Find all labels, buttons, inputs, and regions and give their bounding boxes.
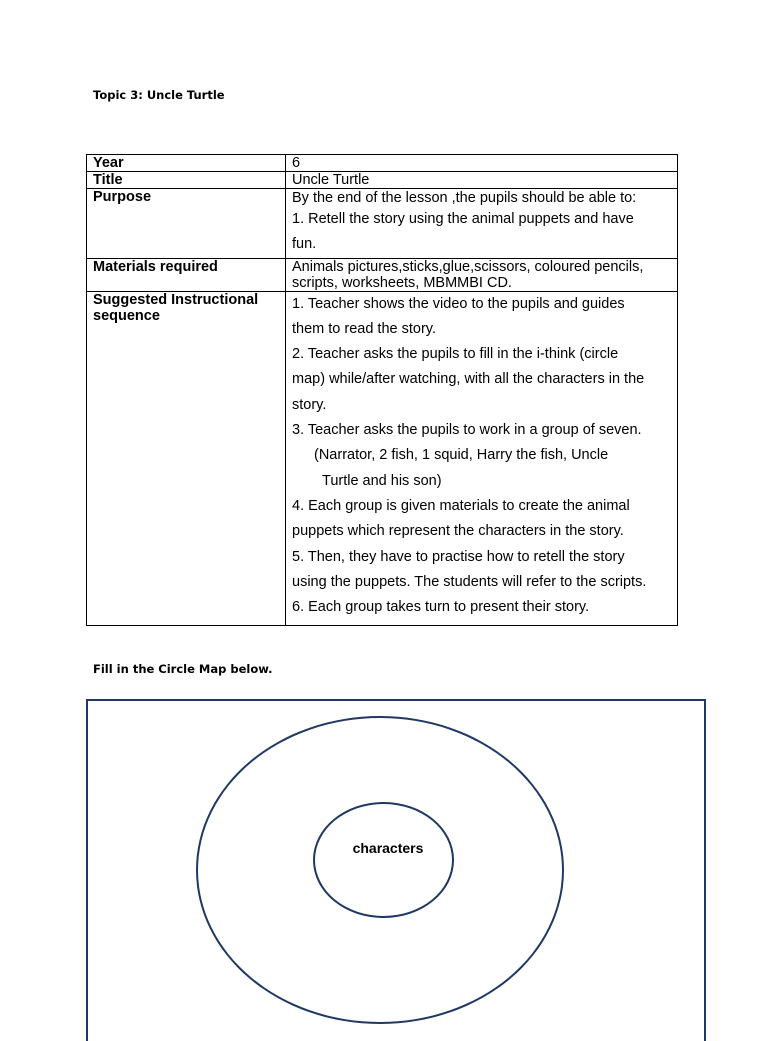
purpose-line: 1. Retell the story using the animal puppets and have: [292, 211, 634, 227]
materials-label: Materials required: [87, 258, 286, 291]
table-row-purpose: [87, 189, 678, 259]
sequence-line: (Narrator, 2 fish, 1 squid, Harry the fish, Uncle: [314, 447, 609, 464]
table-row-title: [87, 172, 678, 189]
circle-map-instruction: Fill in the Circle Map below.: [93, 662, 273, 676]
purpose-label: Purpose: [87, 189, 286, 259]
sequence-line: them to read the story.: [292, 320, 436, 337]
sequence-value: [286, 291, 678, 626]
year-value: 6: [286, 155, 678, 172]
sequence-line: 1. Teacher shows the video to the pupils and guides: [292, 295, 625, 312]
table-row-materials: [87, 258, 678, 291]
sequence-line: Turtle and his son): [322, 472, 442, 489]
topic-heading: Topic 3: Uncle Turtle: [93, 88, 225, 102]
title-value: Uncle Turtle: [286, 172, 678, 189]
sequence-line: map) while/after watching, with all the characters in the: [292, 371, 645, 388]
sequence-line: 4. Each group is given materials to create the animal: [292, 497, 630, 514]
sequence-line: using the puppets. The students will refer to the scripts.: [292, 573, 647, 590]
sequence-line: 5. Then, they have to practise how to retell the story: [292, 548, 625, 565]
table-row-year: [87, 155, 678, 172]
table-row-sequence: [87, 291, 678, 626]
circle-map-inner-circle: [313, 802, 454, 918]
lesson-plan-table: [86, 154, 678, 626]
materials-value: Animals pictures,sticks,glue,scissors, coloured pencils, scripts, worksheets, MBMMBI CD.: [286, 258, 678, 291]
purpose-line: By the end of the lesson ,the pupils should be able to:: [292, 190, 637, 206]
circle-map-center-label: characters: [352, 840, 424, 856]
title-label: Title: [87, 172, 286, 189]
year-label: Year: [87, 155, 286, 172]
sequence-line: story.: [292, 396, 327, 413]
sequence-line: puppets which represent the characters in the story.: [292, 523, 624, 540]
purpose-line: fun.: [292, 236, 317, 253]
sequence-label: Suggested Instructional sequence: [87, 291, 286, 626]
purpose-value: [286, 189, 678, 259]
sequence-line: 3. Teacher asks the pupils to work in a group of seven.: [292, 422, 642, 439]
sequence-line: 6. Each group takes turn to present their story.: [292, 599, 590, 616]
sequence-line: 2. Teacher asks the pupils to fill in the i-think (circle: [292, 346, 619, 363]
